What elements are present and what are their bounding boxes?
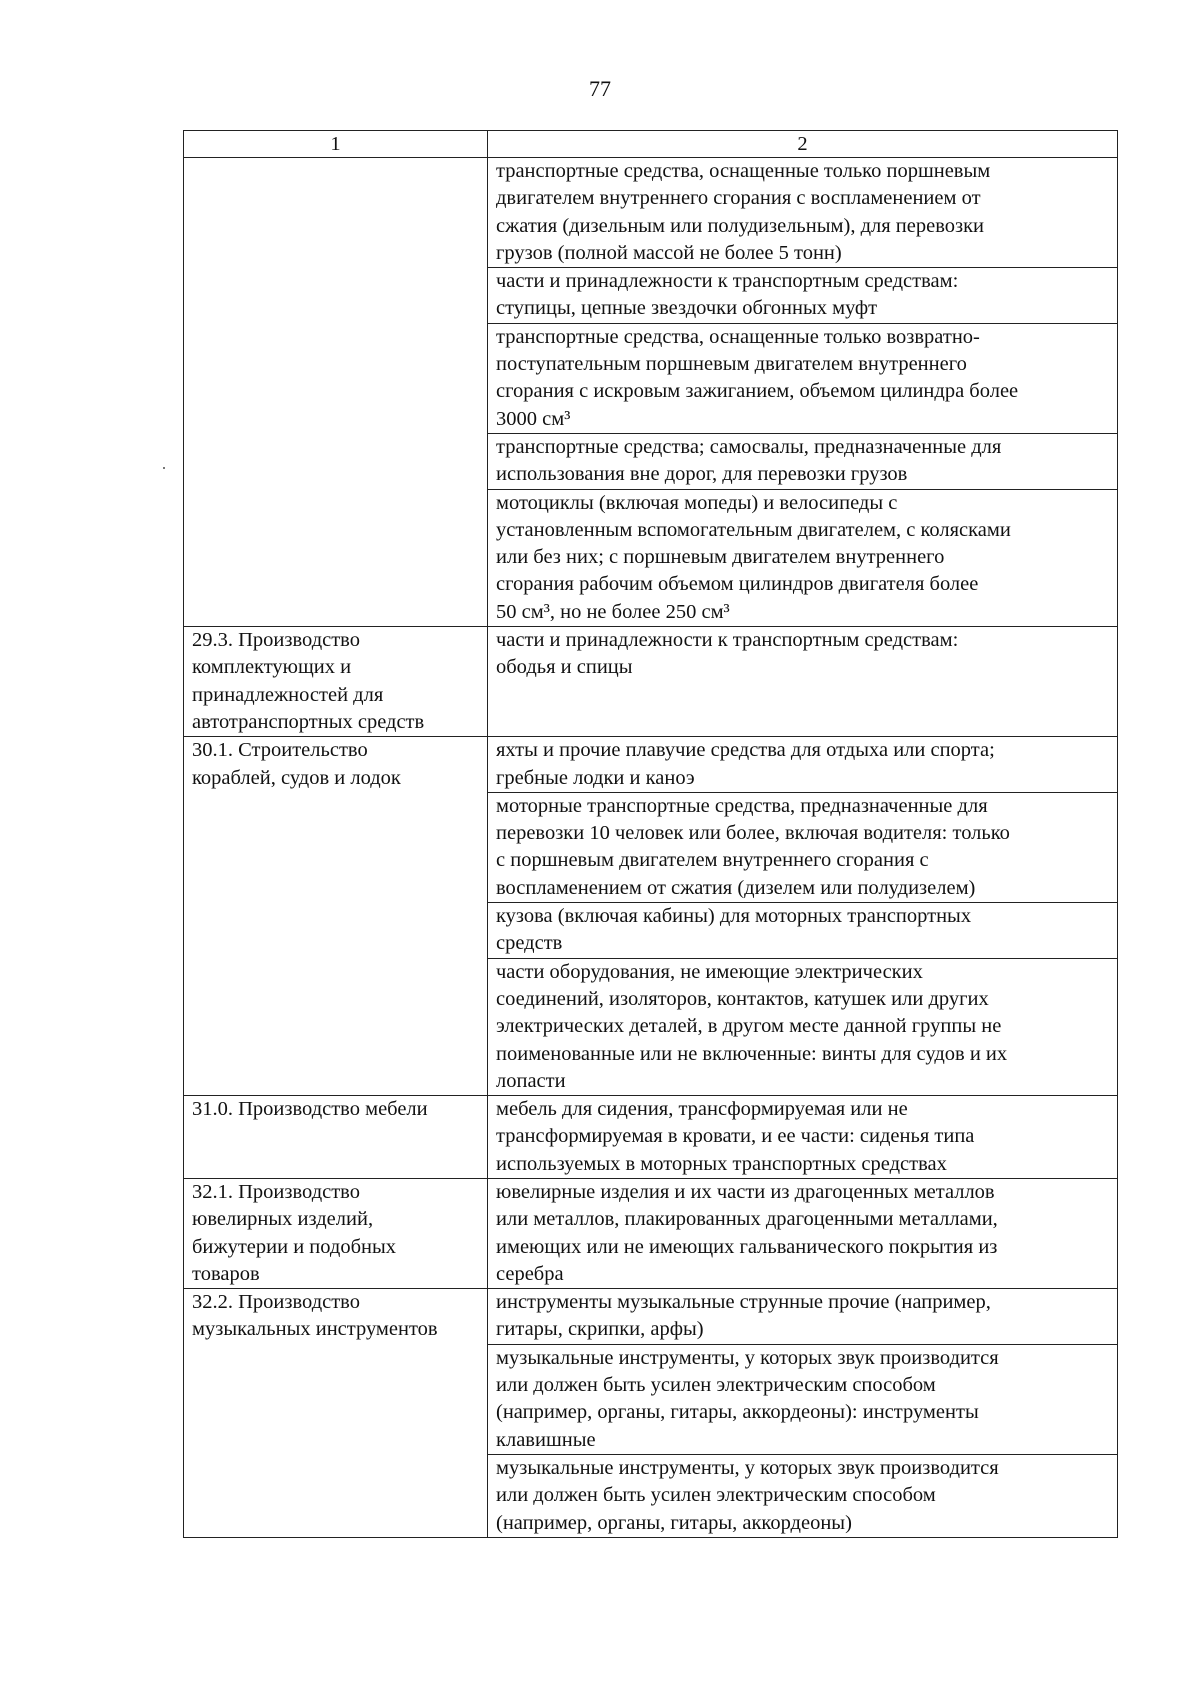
- product-description: мотоциклы (включая мопеды) и велосипеды с установленным вспомогательным двигателем, с колясками или без них; с поршневым двигателем внутреннего сгорания рабочим объемом цилиндров двигателя более 50 см³, но не более 250 см³: [496, 491, 1011, 623]
- section-cell: [184, 1178, 488, 1288]
- table-body: [184, 158, 1118, 1538]
- section-title: 32.2. Производство музыкальных инструментов: [192, 1291, 438, 1341]
- scan-speck: [163, 467, 165, 469]
- table-row: [184, 1289, 1118, 1345]
- product-description: музыкальные инструменты, у которых звук производится или должен быть усилен электрическим способом (например, органы, гитары, аккордеоны): инструменты клавишные: [496, 1346, 999, 1451]
- section-title: 29.3. Производство комплектующих и принадлежностей для автотранспортных средств: [192, 629, 425, 733]
- section-cell: [184, 158, 488, 627]
- product-description: транспортные средства, оснащенные только возвратно- поступательным поршневым двигателем внутреннего сгорания с искровым зажиганием, объемом цилиндра более 3000 см³: [496, 325, 1019, 430]
- product-cell: [488, 1096, 1118, 1179]
- table-row: [184, 737, 1118, 793]
- section-cell: [184, 627, 488, 737]
- section-title: 32.1. Производство ювелирных изделий, бижутерии и подобных товаров: [192, 1180, 397, 1285]
- product-description: моторные транспортные средства, предназначенные для перевозки 10 человек или более, включая водителя: только с поршневым двигателем внутреннего сгорания с воспламенением от сжатия (дизелем или полудизелем): [496, 794, 1010, 899]
- table-row: [184, 158, 1118, 268]
- product-cell: [488, 958, 1118, 1095]
- product-cell: [488, 1344, 1118, 1454]
- product-description: инструменты музыкальные струнные прочие (например, гитары, скрипки, арфы): [496, 1291, 991, 1341]
- product-cell: [488, 1454, 1118, 1537]
- product-description: транспортные средства, оснащенные только поршневым двигателем внутреннего сгорания с воспламенением от сжатия (дизельным или полудизельным), для перевозки грузов (полной массой не более 5 тонн): [496, 160, 991, 264]
- product-cell: [488, 489, 1118, 626]
- product-description: части и принадлежности к транспортным средствам: ободья и спицы: [496, 629, 959, 679]
- product-cell: [488, 737, 1118, 793]
- section-cell: [184, 737, 488, 1096]
- product-cell: [488, 627, 1118, 737]
- table-row: [184, 1096, 1118, 1179]
- table-row: [184, 1178, 1118, 1288]
- product-description: яхты и прочие плавучие средства для отдыха или спорта; гребные лодки и каноэ: [496, 739, 995, 789]
- product-cell: [488, 1178, 1118, 1288]
- column-header-2: 2: [488, 131, 1118, 158]
- product-description: части и принадлежности к транспортным средствам: ступицы, цепные звездочки обгонных муфт: [496, 270, 959, 320]
- section-cell: [184, 1096, 488, 1179]
- section-title: 30.1. Строительство кораблей, судов и лодок: [192, 739, 401, 789]
- product-description: музыкальные инструменты, у которых звук производится или должен быть усилен электрическим способом (например, органы, гитары, аккордеоны): [496, 1456, 999, 1534]
- product-cell: [488, 903, 1118, 959]
- table-row: [184, 627, 1118, 737]
- product-description: части оборудования, не имеющие электрических соединений, изоляторов, контактов, катушек или других электрических деталей, в другом месте данной группы не поименованные или не включенные: винты для судов и их лопасти: [496, 960, 1008, 1092]
- section-title: 31.0. Производство мебели: [192, 1098, 428, 1121]
- product-cell: [488, 323, 1118, 433]
- product-description: транспортные средства; самосвалы, предназначенные для использования вне дорог, для перевозки грузов: [496, 435, 1002, 486]
- product-cell: [488, 433, 1118, 489]
- column-header-1: 1: [184, 131, 488, 158]
- table-header-row: [184, 131, 1118, 158]
- product-description: кузова (включая кабины) для моторных транспортных средств: [496, 905, 972, 955]
- product-description: ювелирные изделия и их части из драгоценных металлов или металлов, плакированных драгоценными металлами, имеющих или не имеющих гальванического покрытия из серебра: [496, 1180, 998, 1285]
- product-cell: [488, 792, 1118, 902]
- product-cell: [488, 268, 1118, 324]
- product-cell: [488, 1289, 1118, 1345]
- page-number: 77: [589, 76, 611, 101]
- product-description: мебель для сидения, трансформируемая или не трансформируемая в кровати, и ее части: сиденья типа используемых в моторных транспортных средствах: [496, 1098, 975, 1175]
- product-cell: [488, 158, 1118, 268]
- classification-table: [183, 130, 1118, 1538]
- section-cell: [184, 1289, 488, 1538]
